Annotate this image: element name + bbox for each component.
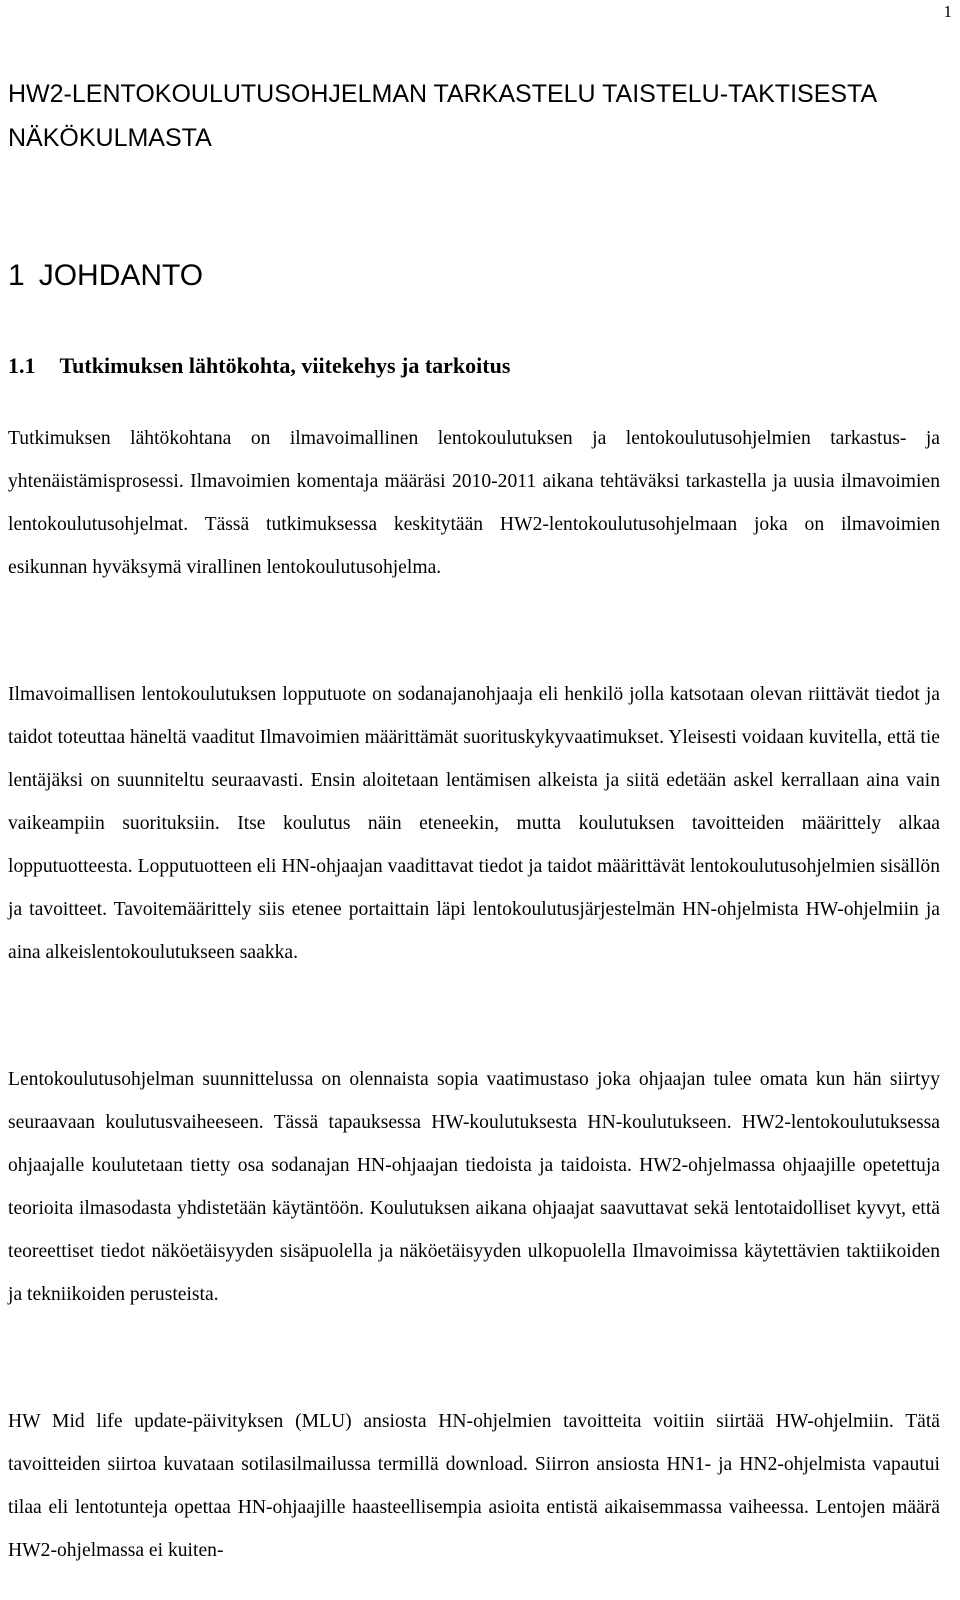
chapter-heading xyxy=(8,256,203,296)
body-paragraph: Tutkimuksen lähtökohtana on ilmavoimallinen lentokoulutuksen ja lentokoulutusohjelmien tarkastus- ja yhtenäistämisprosessi. Ilmavoimien komentaja määräsi 2010-2011 aikana tehtäväksi tarkastella ja uusia ilmavoimien lentokoulutusohjelmat. Tässä tutkimuksessa keskitytään HW2-lentokoulutusohjelmaan joka on ilmavoimien esikunnan hyväksymä virallinen lentokoulutusohjelma. xyxy=(8,428,940,578)
page-number: 1 xyxy=(943,2,952,21)
section-number: 1.1 xyxy=(8,353,36,378)
body-paragraph: Ilmavoimallisen lentokoulutuksen lopputuote on sodanajanohjaaja eli henkilö jolla katsotaan olevan riittävät tiedot ja taidot toteuttaa häneltä vaaditut Ilmavoimien määrittämät suorituskykyvaatimukset. Yleisesti voidaan kuvitella, että tie lentäjäksi on suunniteltu seuraavasti. Ensin aloitetaan lentämisen alkeista ja siitä edetään askel kerrallaan aina vain vaikeampiin suorituksiin. Itse koulutus näin eteneekin, mutta koulutuksen tavoitteiden määrittely alkaa lopputuotteesta. Lopputuotteen eli HN-ohjaajan vaadittavat tiedot ja taidot määrittävät lentokoulutusohjelmien sisällön ja tavoitteet. Tavoitemäärittely siis etenee portaittain läpi lentokoulutusjärjestelmän HN-ohjelmista HW-ohjelmiin ja aina alkeislentokoulutukseen saakka. xyxy=(8,684,940,963)
document-title: HW2-LENTOKOULUTUSOHJELMAN TARKASTELU TAISTELU-TAKTISESTA NÄKÖKULMASTA xyxy=(8,80,876,152)
body-paragraph: HW Mid life update-päivityksen (MLU) ansiosta HN-ohjelmien tavoitteita voitiin siirtää HW-ohjelmiin. Tätä tavoitteiden siirtoa kuvataan sotilasilmailussa termillä download. Siirron ansiosta HN1- ja HN2-ohjelmista vapautui tilaa eli lentotunteja opettaa HN-ohjaajille haasteellisempia asioita entistä aikaisemmassa vaiheessa. Lentojen määrä HW2-ohjelmassa ei kuiten- xyxy=(8,1411,940,1561)
body-paragraph: Lentokoulutusohjelman suunnittelussa on olennaista sopia vaatimustaso joka ohjaajan tulee omata kun hän siirtyy seuraavaan koulutusvaiheeseen. Tässä tapauksessa HW-koulutuksesta HN-koulutukseen. HW2-lentokoulutuksessa ohjaajalle koulutetaan tietty osa sodanajan HN-ohjaajan tiedoista ja taidoista. HW2-ohjelmassa ohjaajille opetettuja teorioita ilmasodasta yhdistetään käytäntöön. Koulutuksen aikana ohjaajat saavuttavat sekä lentotaidolliset kyvyt, että teoreettiset tiedot näköetäisyyden sisäpuolella ja näköetäisyyden ulkopuolella Ilmavoimissa käytettävien taktiikoiden ja tekniikoiden perusteista. xyxy=(8,1069,940,1305)
chapter-number: 1 xyxy=(8,259,25,292)
section-title: Tutkimuksen lähtökohta, viitekehys ja tarkoitus xyxy=(59,353,511,378)
chapter-title: JOHDANTO xyxy=(38,259,204,292)
section-heading xyxy=(8,350,510,382)
